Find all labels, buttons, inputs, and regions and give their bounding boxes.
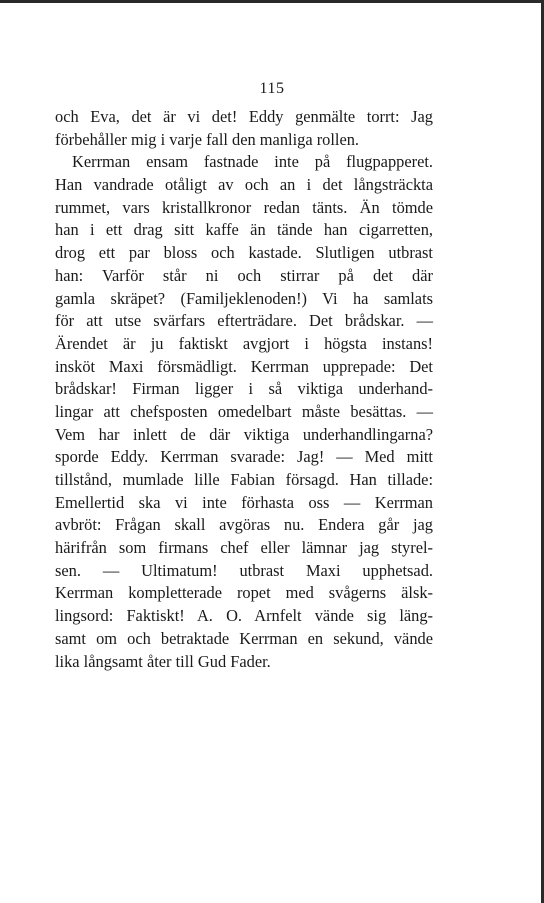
text-line: lingsord: Faktiskt! A. O. Arnfelt vände sig läng- [55, 606, 433, 626]
text-line: brådskar! Firman ligger i så viktiga underhand- [55, 379, 433, 399]
text-line: Kerrman ensam fastnade inte på flugpapperet. [72, 152, 433, 172]
text-line: Ärendet är ju faktiskt avgjort i högsta instans! [55, 333, 433, 353]
text-line: sen. — Ultimatum! utbrast Maxi upphetsad. [55, 560, 433, 580]
text-line: Vem har inlett de där viktiga underhandlingarna? [55, 424, 433, 444]
text-line: Han vandrade otåligt av och an i det långsträckta [55, 175, 433, 195]
text-line: Emellertid ska vi inte förhasta oss — Kerrman [55, 492, 433, 512]
top-border [0, 0, 544, 3]
text-line: lika långsamt åter till Gud Fader. [55, 651, 271, 671]
text-line: gamla skräpet? (Familjeklenoden!) Vi ha samlats [55, 288, 433, 308]
text-line: lingar att chefsposten omedelbart måste besättas. — [55, 401, 433, 421]
text-line: förbehåller mig i varje fall den manliga rollen. [55, 129, 360, 149]
text-line: han i ett drag sitt kaffe än tände han cigarretten, [55, 220, 433, 240]
text-line: Kerrman kompletterade ropet med svågerns älsk- [55, 583, 433, 603]
text-line: och Eva, det är vi det! Eddy genmälte torrt: Jag [55, 107, 433, 126]
text-line: insköt Maxi försmädligt. Kerrman upprepade: Det [55, 356, 433, 376]
body-text [55, 106, 433, 673]
text-line: för att utse svärfars efterträdare. Det brådskar. — [55, 311, 433, 331]
text-line: drog ett par bloss och kastade. Slutligen utbrast [55, 243, 433, 263]
text-line: han: Varför står ni och stirrar på det där [55, 265, 433, 285]
text-line: sporde Eddy. Kerrman svarade: Jag! — Med mitt [55, 447, 433, 467]
page-number: 115 [259, 80, 285, 97]
text-line: rummet, vars kristallkronor redan tänts. Än tömde [55, 197, 433, 217]
text-line: samt om och betraktade Kerrman en sekund, vände [55, 628, 433, 648]
text-line: avbröt: Frågan skall avgöras nu. Endera går jag [55, 515, 433, 535]
text-line: härifrån som firmans chef eller lämnar jag styrel- [55, 538, 433, 558]
text-line: tillstånd, mumlade lille Fabian försagd. Han tillade: [55, 470, 433, 489]
